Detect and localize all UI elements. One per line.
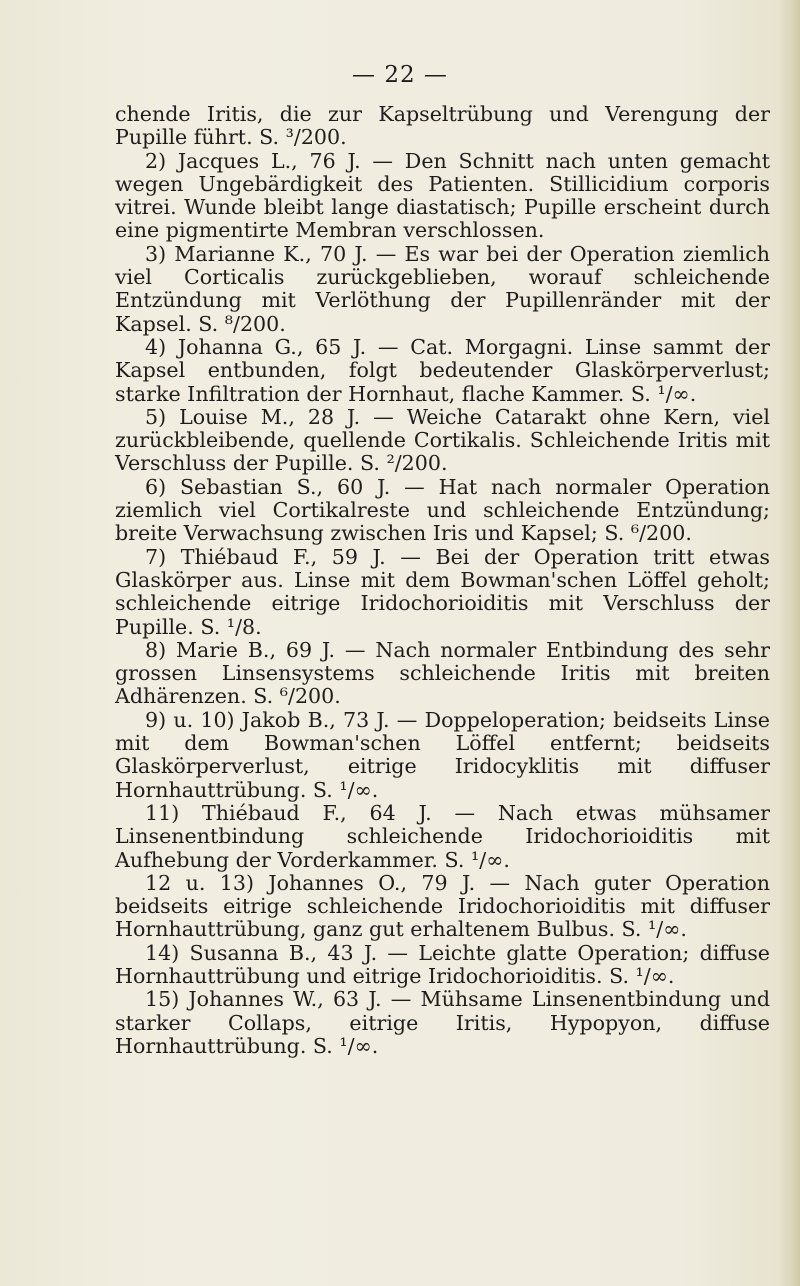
case-text: 7) Thiébaud F., 59 J. — Bei der Operation tritt etwas Glaskörper aus. Linse mit dem Bowman'schen Löffel geholt; schleichende eitrige Iridochorioiditis mit Verschluss der Pupille.: [115, 544, 770, 639]
case-text: 2) Jacques L., 76 J. — Den Schnitt nach unten gemacht wegen Ungebärdigkeit des Patienten. Stillicidium corporis vitrei. Wunde bleibt lange diastatisch; Pupille erscheint durch eine pigmentirte Membran verschlossen.: [115, 148, 770, 243]
case-paragraph: [115, 103, 770, 150]
case-paragraph: [115, 942, 770, 989]
visual-acuity-ref: S. ³/200.: [259, 125, 347, 150]
case-text: 12 u. 13) Johannes O., 79 J. — Nach guter Operation beidseits eitrige schleichende Iridochorioiditis mit diffuser Hornhauttrübung, ganz gut erhaltenem Bulbus.: [115, 870, 770, 942]
case-text: 11) Thiébaud F., 64 J. — Nach etwas mühsamer Linsenentbindung schleichende Iridochorioiditis mit Aufhebung der Vorderkammer.: [115, 800, 770, 872]
case-paragraph: [115, 406, 770, 476]
case-paragraph: [115, 150, 770, 243]
case-text: 15) Johannes W., 63 J. — Mühsame Linsenentbindung und starker Collaps, eitrige Iritis, Hypopyon, diffuse Hornhauttrübung.: [115, 987, 770, 1058]
case-text: 8) Marie B., 69 J. — Nach normaler Entbindung des sehr grossen Linsensystems schleichende Iritis mit breiten Adhärenzen.: [115, 637, 770, 709]
visual-acuity-ref: S. ¹/∞.: [630, 381, 697, 406]
visual-acuity-ref: S. ¹/∞.: [444, 847, 510, 872]
visual-acuity-ref: S. ⁶/200.: [253, 684, 341, 709]
visual-acuity-ref: S. ¹/∞.: [609, 963, 675, 988]
case-paragraph: [115, 988, 770, 1058]
case-paragraph: [115, 639, 770, 709]
visual-acuity-ref: S. ⁸/200.: [198, 311, 286, 336]
case-paragraph: [115, 546, 770, 639]
page-body: [115, 103, 770, 1058]
visual-acuity-ref: S. ²/200.: [360, 451, 448, 476]
case-text: 6) Sebastian S., 60 J. — Hat nach normaler Operation ziemlich viel Cortikalreste und schleichende Entzündung; breite Verwachsung zwischen Iris und Kapsel;: [115, 474, 770, 546]
case-paragraph: [115, 243, 770, 336]
visual-acuity-ref: S. ¹/∞.: [621, 917, 687, 942]
case-text: 9) u. 10) Jakob B., 73 J. — Doppeloperation; beidseits Linse mit dem Bowman'schen Löffel entfernt; beidseits Glaskörperverlust, eitrige Iridocyklitis mit diffuser Hornhauttrübung.: [115, 707, 770, 802]
case-text: 4) Johanna G., 65 J. — Cat. Morgagni. Linse sammt der Kapsel entbunden, folgt bedeutender Glaskörperverlust; starke Infiltration der Hornhaut, flache Kammer.: [115, 334, 770, 406]
visual-acuity-ref: S. ⁶/200.: [604, 521, 692, 546]
visual-acuity-ref: S. ¹/∞.: [312, 1033, 379, 1058]
visual-acuity-ref: S. ¹/∞.: [312, 777, 379, 802]
case-paragraph: [115, 802, 770, 872]
case-paragraph: [115, 709, 770, 802]
case-paragraph: [115, 336, 770, 406]
case-text: 14) Susanna B., 43 J. — Leichte glatte Operation; diffuse Hornhauttrübung und eitrige Iridochorioiditis.: [115, 940, 770, 988]
case-text: 3) Marianne K., 70 J. — Es war bei der Operation ziemlich viel Corticalis zurückgeblieben, worauf schleichende Entzündung mit Verlöthung der Pupillenränder mit der Kapsel.: [115, 241, 770, 336]
case-paragraph: [115, 872, 770, 942]
visual-acuity-ref: S. ¹/8.: [200, 614, 262, 639]
case-text: 5) Louise M., 28 J. — Weiche Catarakt ohne Kern, viel zurückbleibende, quellende Cortikalis. Schleichende Iritis mit Verschluss der Pupille.: [115, 404, 770, 476]
page-edge: [778, 0, 800, 1286]
page-number: — 22 —: [352, 62, 448, 88]
case-paragraph: [115, 476, 770, 546]
case-text: chende Iritis, die zur Kapseltrübung und Verengung der Pupille führt.: [115, 102, 770, 150]
